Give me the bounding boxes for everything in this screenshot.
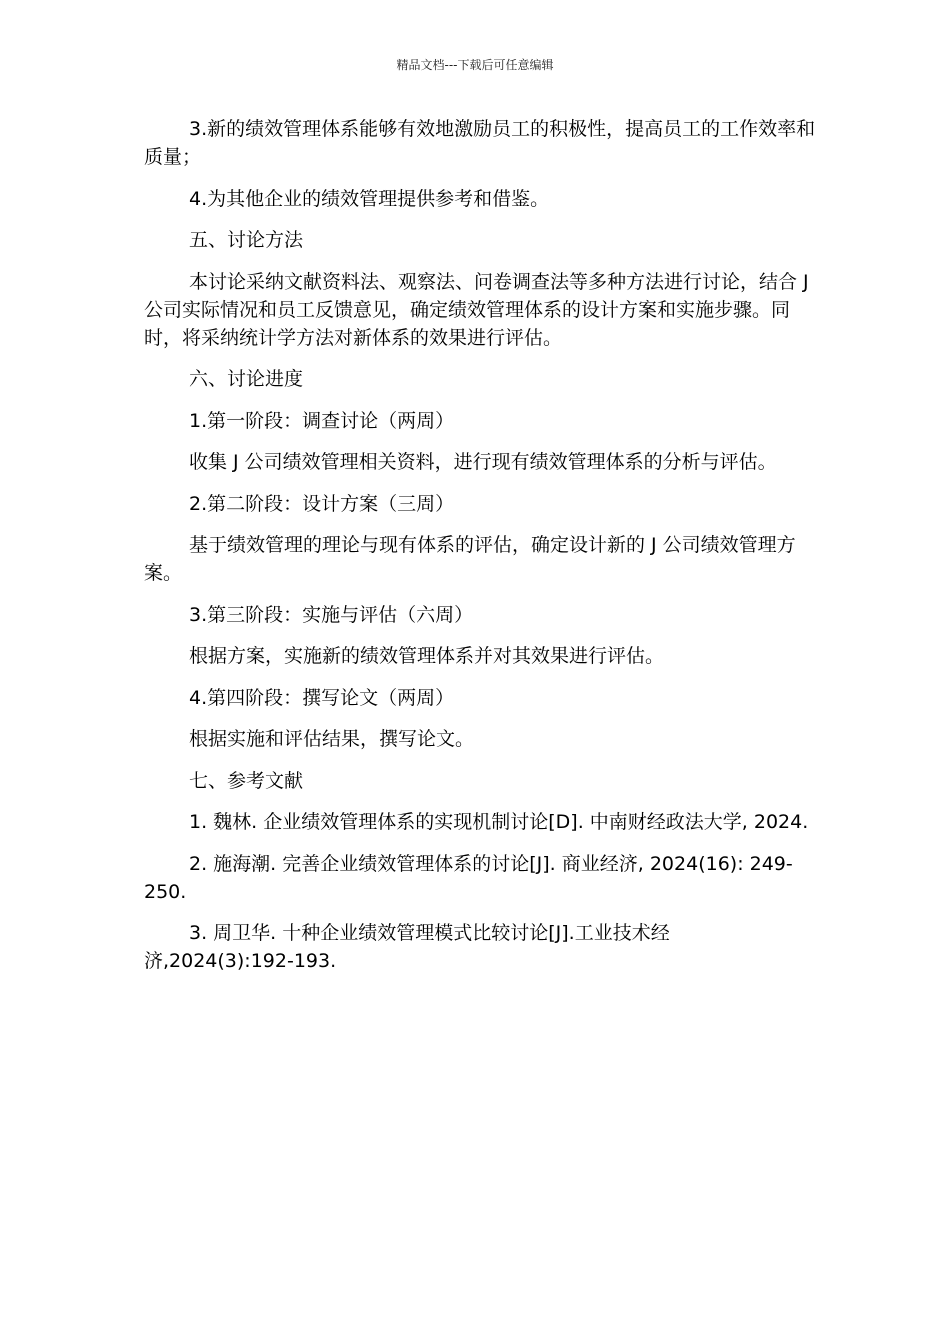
stage-1-description: 收集 J 公司绩效管理相关资料，进行现有绩效管理体系的分析与评估。 [189, 451, 777, 473]
page-header: 精品文档---下载后可任意编辑 [396, 58, 554, 72]
stage-4-description: 根据实施和评估结果，撰写论文。 [189, 728, 475, 750]
stage-3-title: 3.第三阶段：实施与评估（六周） [189, 603, 474, 626]
stage-2-description: 基于绩效管理的理论与现有体系的评估，确定设计新的 J 公司绩效管理方案。 [144, 534, 796, 584]
document-body [144, 115, 816, 989]
section-heading-methods: 五、讨论方法 [189, 229, 304, 251]
section-heading-schedule: 六、讨论进度 [189, 368, 304, 390]
methods-paragraph: 本讨论采纳文献资料法、观察法、问卷调查法等多种方法进行讨论，结合 J 公司实际情况和员工反馈意见，确定绩效管理体系的设计方案和实施步骤。同时，将采纳统计学方法对新体系的效果进行评估。 [144, 270, 809, 349]
reference-item-2: 2. 施海潮. 完善企业绩效管理体系的讨论[J]. 商业经济, 2024(16): 249-250. [144, 852, 793, 903]
stage-4-title: 4.第四阶段：撰写论文（两周） [189, 686, 455, 709]
objective-item-3: 3.新的绩效管理体系能够有效地激励员工的积极性，提高员工的工作效率和质量； [144, 118, 816, 168]
stage-2-title: 2.第二阶段：设计方案（三周） [189, 492, 455, 515]
section-heading-references: 七、参考文献 [189, 769, 304, 792]
objective-item-4: 4.为其他企业的绩效管理提供参考和借鉴。 [189, 187, 550, 210]
stage-1-title: 1.第一阶段：调查讨论（两周） [189, 409, 455, 432]
reference-item-1: 1. 魏林. 企业绩效管理体系的实现机制讨论[D]. 中南财经政法大学, 2024. [189, 811, 809, 833]
stage-3-description: 根据方案，实施新的绩效管理体系并对其效果进行评估。 [189, 645, 665, 667]
reference-item-3: 3. 周卫华. 十种企业绩效管理模式比较讨论[J].工业技术经济,2024(3):192-193. [144, 922, 670, 972]
